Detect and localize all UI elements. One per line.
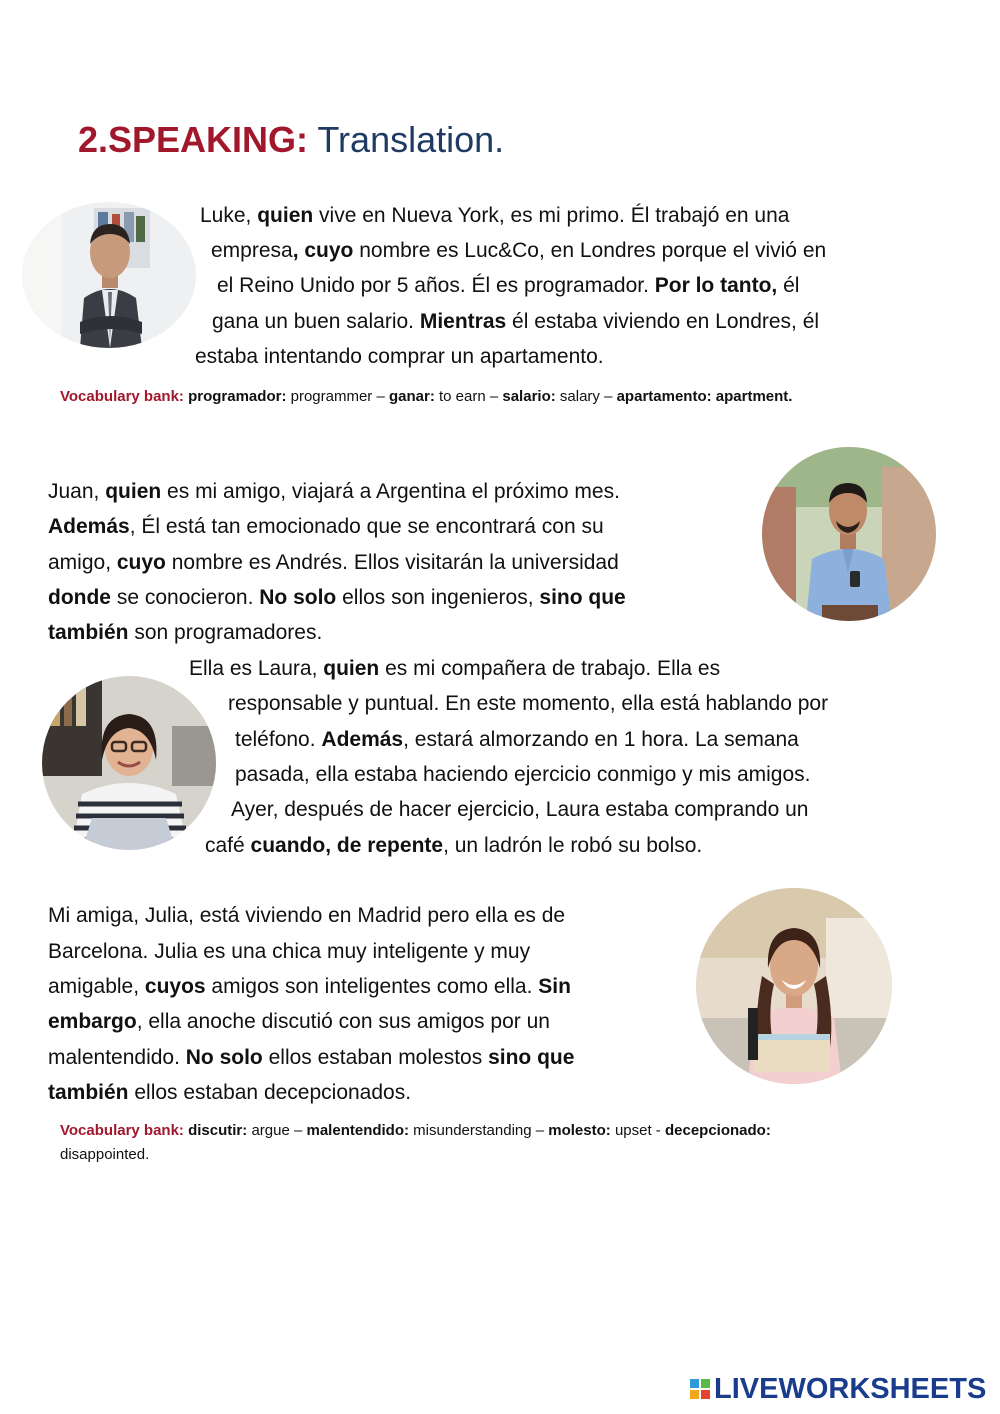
bold-segment: donde — [48, 586, 111, 609]
vocabulary-bank-2 — [60, 1121, 771, 1141]
p3-line-3 — [235, 725, 799, 755]
photo-laura — [42, 676, 216, 850]
p3-line-5 — [231, 795, 808, 825]
text-segment: el Reino Unido por 5 años. Él es programador. — [217, 274, 655, 297]
text-segment: to earn – — [434, 388, 503, 405]
bold-segment: malentendido: — [306, 1122, 410, 1139]
bold-segment: también — [48, 621, 129, 644]
logo-square-3 — [690, 1390, 699, 1399]
section-word: Translation. — [317, 119, 505, 160]
p1-line-3 — [217, 271, 799, 301]
text-segment: amigo, — [48, 551, 117, 574]
p4-line-1 — [48, 901, 565, 931]
p2-line-2 — [48, 512, 604, 542]
bold-segment: también — [48, 1081, 129, 1104]
p2-line-3 — [48, 548, 619, 578]
photo-luke — [22, 202, 196, 348]
text-segment: Luke, — [200, 204, 258, 227]
p4-line-3 — [48, 972, 571, 1002]
text-segment: ellos estaban molestos — [262, 1046, 489, 1069]
vocabulary-continuation: disappointed. — [60, 1146, 150, 1163]
text-segment: es mi compañera de trabajo. Ella es — [379, 657, 721, 680]
text-segment: gana un buen salario. — [212, 310, 420, 333]
bold-segment: embargo — [48, 1010, 137, 1033]
text-segment: él estaba viviendo en Londres, él — [506, 310, 820, 333]
bold-segment: , cuyo — [292, 239, 354, 262]
text-segment: amigos son inteligentes como ella. — [205, 975, 539, 998]
text-segment: nombre es Andrés. Ellos visitarán la universidad — [165, 551, 619, 574]
text-segment: , estará almorzando en 1 hora. La semana — [403, 728, 799, 751]
p3-line-6 — [205, 831, 702, 861]
p4-line-5 — [48, 1043, 574, 1073]
text-segment: Mi amiga, Julia, está viviendo en Madrid pero ella es de — [48, 904, 566, 927]
text-segment: , Él está tan emocionado que se encontrará con su — [129, 515, 604, 538]
bold-segment: ganar: — [388, 388, 435, 405]
p2-line-4 — [48, 583, 626, 613]
liveworksheets-logo — [690, 1372, 986, 1406]
text-segment: , un ladrón le robó su bolso. — [443, 834, 703, 857]
p3-line-2 — [228, 689, 828, 719]
logo-square-2 — [701, 1379, 710, 1388]
vocabulary-bank-1 — [60, 387, 792, 407]
text-segment: estaba intentando comprar un apartamento. — [195, 345, 604, 368]
photo-julia — [696, 888, 892, 1084]
bold-segment: No solo — [259, 586, 337, 609]
vocabulary-label: Vocabulary bank: — [60, 388, 189, 405]
bold-segment: Por lo tanto, — [654, 274, 778, 297]
logo-text: LIVEWORKSHEETS — [714, 1372, 987, 1405]
bold-segment: molesto: — [548, 1122, 611, 1139]
text-segment: café — [205, 834, 251, 857]
vocabulary-bank-2-line-2 — [60, 1145, 149, 1165]
p1-line-2 — [211, 236, 826, 266]
text-segment: Ayer, después de hacer ejercicio, Laura estaba comprando un — [231, 798, 809, 821]
text-segment: son programadores. — [128, 621, 323, 644]
p4-line-6 — [48, 1078, 411, 1108]
photo-juan — [762, 447, 936, 621]
bold-segment: cuyos — [144, 975, 206, 998]
bold-segment: Además — [48, 515, 130, 538]
bold-segment: discutir: — [188, 1122, 248, 1139]
text-segment: se conocieron. — [111, 586, 260, 609]
bold-segment: programador: — [188, 388, 287, 405]
bold-segment: No solo — [185, 1046, 263, 1069]
bold-segment: Sin — [538, 975, 571, 998]
text-segment: pasada, ella estaba haciendo ejercicio conmigo y mis amigos. — [235, 763, 811, 786]
bold-segment: cuando, de repente — [250, 834, 444, 857]
logo-square-4 — [701, 1390, 710, 1399]
section-number: 2.SPEAKING: — [78, 119, 309, 160]
text-segment: malentendido. — [48, 1046, 186, 1069]
logo-mark-icon — [690, 1379, 710, 1399]
text-segment: Juan, — [48, 480, 106, 503]
p3-line-1 — [189, 654, 720, 684]
vocabulary-items — [188, 388, 792, 405]
text-segment: empresa — [211, 239, 293, 262]
text-segment: vive en Nueva York, es mi primo. Él trabajó en una — [313, 204, 790, 227]
text-segment: misunderstanding – — [409, 1122, 549, 1139]
bold-segment: quien — [257, 204, 314, 227]
text-segment: Barcelona. Julia es una chica muy inteligente y muy — [48, 940, 531, 963]
text-segment: responsable y puntual. En este momento, ella está hablando por — [228, 692, 829, 715]
text-segment: Ella es Laura, — [189, 657, 324, 680]
bold-segment: decepcionado: — [664, 1122, 771, 1139]
bold-segment: sino que — [488, 1046, 575, 1069]
p2-line-1 — [48, 477, 620, 507]
text-segment: , ella anoche discutió con sus amigos por un — [136, 1010, 550, 1033]
bold-segment: salario: — [502, 388, 556, 405]
bold-segment: quien — [323, 657, 380, 680]
text-segment: es mi amigo, viajará a Argentina el próximo mes. — [161, 480, 620, 503]
bold-segment: Mientras — [419, 310, 507, 333]
p4-line-2 — [48, 937, 530, 967]
text-segment: él — [777, 274, 800, 297]
text-segment: nombre es Luc&Co, en Londres porque el vivió en — [353, 239, 827, 262]
section-title — [78, 118, 504, 162]
p3-line-4 — [235, 760, 810, 790]
bold-segment: sino que — [539, 586, 626, 609]
bold-segment: quien — [105, 480, 162, 503]
bold-segment: Además — [321, 728, 404, 751]
p2-line-5 — [48, 618, 322, 648]
text-segment: salary – — [555, 388, 617, 405]
p1-line-1 — [200, 201, 789, 231]
text-segment: upset - — [610, 1122, 665, 1139]
vocabulary-label: Vocabulary bank: — [60, 1122, 189, 1139]
bold-segment: apartamento: apartment. — [616, 388, 793, 405]
p1-line-4 — [212, 307, 819, 337]
text-segment: ellos estaban decepcionados. — [128, 1081, 412, 1104]
bold-segment: cuyo — [116, 551, 166, 574]
text-segment: programmer – — [286, 388, 389, 405]
p4-line-4 — [48, 1007, 550, 1037]
vocabulary-items — [188, 1122, 771, 1139]
text-segment: amigable, — [48, 975, 145, 998]
text-segment: teléfono. — [235, 728, 322, 751]
logo-square-1 — [690, 1379, 699, 1388]
text-segment: ellos son ingenieros, — [336, 586, 540, 609]
p1-line-5 — [195, 342, 604, 372]
text-segment: argue – — [247, 1122, 307, 1139]
